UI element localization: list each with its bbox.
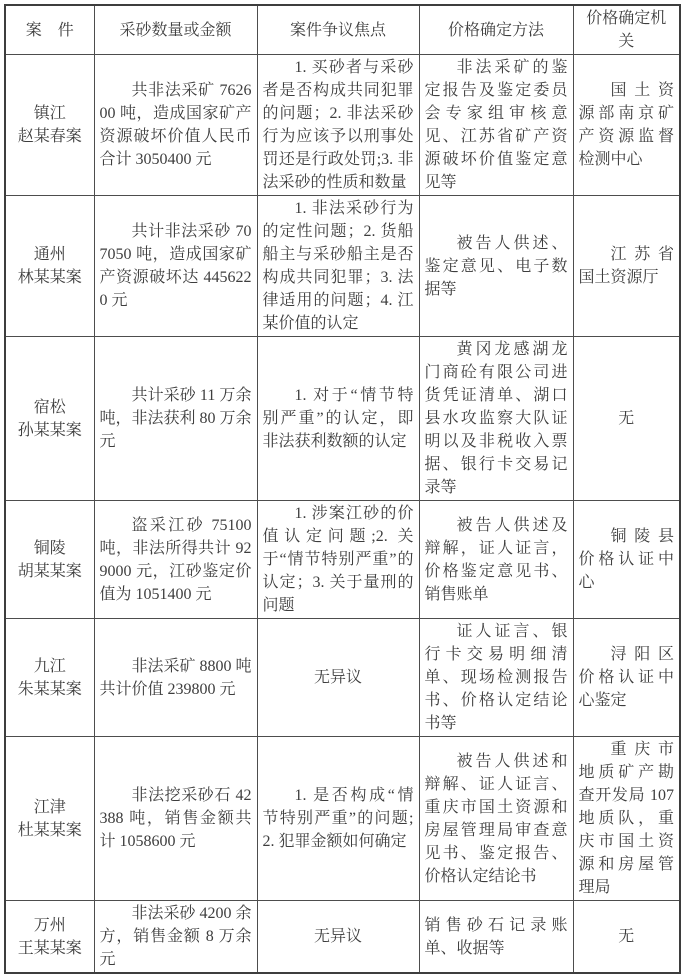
table-row xyxy=(5,501,680,619)
method-cell: 被告人供述、鉴定意见、电子数据等 xyxy=(419,196,573,337)
method-cell: 黄冈龙感湖龙门商砼有限公司进货凭证清单、湖口县水攻监察大队证明以及非税收入票据、银行卡交易记录等 xyxy=(419,337,573,501)
case-name: 林某某案 xyxy=(17,269,82,286)
method-cell: 证人证言、银行卡交易明细清单、现场检测报告书、价格认定结论书等 xyxy=(419,619,573,737)
method-cell: 销售砂石记录账单、收据等 xyxy=(419,901,573,974)
amount-cell: 共计非法采砂 707050 吨，造成国家矿产资源破坏达 4456220 元 xyxy=(94,196,257,337)
header-price-method: 价格确定方法 xyxy=(419,5,573,55)
agency-cell: 浔阳区价格认证中心鉴定 xyxy=(573,619,680,737)
agency-cell: 铜陵县价格认证中心 xyxy=(573,501,680,619)
table-row xyxy=(5,619,680,737)
case-city: 江津 xyxy=(33,798,66,816)
agency-cell: 国土资源部南京矿产资源监督检测中心 xyxy=(573,55,680,196)
case-city: 镇江 xyxy=(33,105,66,122)
case-city: 通州 xyxy=(33,246,66,263)
table-row xyxy=(5,55,680,196)
case-name: 杜某某案 xyxy=(17,821,82,839)
amount-cell: 共计采砂 11 万余吨，非法获利 80 万余元 xyxy=(94,337,257,501)
case-city: 万州 xyxy=(33,916,66,934)
header-dispute-focus: 案件争议焦点 xyxy=(257,5,419,55)
case-cell xyxy=(5,501,94,619)
case-name: 胡某某案 xyxy=(17,562,82,580)
header-case: 案 件 xyxy=(5,5,94,55)
case-city: 九江 xyxy=(33,657,66,675)
focus-cell: 1. 对于“情节特别严重”的认定，即非法获利数额的认定 xyxy=(257,337,419,501)
case-city: 宿松 xyxy=(33,398,66,416)
focus-cell: 无异议 xyxy=(257,901,419,974)
amount-cell: 非法挖采砂石 42388 吨，销售金额共计 1058600 元 xyxy=(94,737,257,901)
case-cell xyxy=(5,55,94,196)
case-name: 王某某案 xyxy=(17,939,82,957)
focus-cell: 1. 非法采砂行为的定性问题；2. 货船船主与采砂船主是否构成共同犯罪；3. 法律适用的问题；4. 江某价值的认定 xyxy=(257,196,419,337)
agency-cell: 重庆市地质矿产勘查开发局 107 地质队，重庆市国土资源和房屋管理局 xyxy=(573,737,680,901)
amount-cell: 盗采江砂 75100 吨，非法所得共计 929000 元，江砂鉴定价值为 1051400 元 xyxy=(94,501,257,619)
method-cell: 被告人供述和辩解、证人证言、重庆市国土资源和房屋管理局审查意见书、鉴定报告、价格认定结论书 xyxy=(419,737,573,901)
case-name: 孙某某案 xyxy=(17,421,82,439)
method-cell: 非法采矿的鉴定报告及鉴定委员会专家组审核意见、江苏省矿产资源破坏价值鉴定意见等 xyxy=(419,55,573,196)
amount-cell: 共非法采矿 762600 吨，造成国家矿产资源破坏价值人民币合计 3050400 元 xyxy=(94,55,257,196)
case-cell xyxy=(5,619,94,737)
focus-cell: 1. 是否构成“情节特别严重”的问题; 2. 犯罪金额如何确定 xyxy=(257,737,419,901)
case-city: 铜陵 xyxy=(33,539,66,557)
case-cell xyxy=(5,737,94,901)
header-amount: 采砂数量或金额 xyxy=(94,5,257,55)
case-cell xyxy=(5,337,94,501)
agency-cell: 无 xyxy=(573,901,680,974)
table-row xyxy=(5,196,680,337)
header-price-agency: 价格确定机关 xyxy=(573,5,680,55)
agency-cell: 无 xyxy=(573,337,680,501)
sand-mining-cases-table xyxy=(4,4,681,974)
table-row xyxy=(5,337,680,501)
amount-cell: 非法采矿 8800 吨共计价值 239800 元 xyxy=(94,619,257,737)
case-cell xyxy=(5,901,94,974)
table-row xyxy=(5,901,680,974)
case-name: 朱某某案 xyxy=(17,680,82,698)
focus-cell: 1. 买砂者与采砂者是否构成共同犯罪的问题；2. 非法采砂行为应该予以刑事处罚还是行政处罚;3. 非法采砂的性质和数量 xyxy=(257,55,419,196)
case-cell xyxy=(5,196,94,337)
method-cell: 被告人供述及辩解，证人证言，价格鉴定意见书、销售账单 xyxy=(419,501,573,619)
amount-cell: 非法采砂 4200 余方，销售金额 8 万余元 xyxy=(94,901,257,974)
table-row xyxy=(5,737,680,901)
table-header-row xyxy=(5,5,680,55)
agency-cell: 江苏省国土资源厅 xyxy=(573,196,680,337)
case-name: 赵某春案 xyxy=(17,128,82,145)
focus-cell: 无异议 xyxy=(257,619,419,737)
focus-cell: 1. 涉案江砂的价值认定问题;2. 关于“情节特别严重”的认定；3. 关于量刑的问题 xyxy=(257,501,419,619)
